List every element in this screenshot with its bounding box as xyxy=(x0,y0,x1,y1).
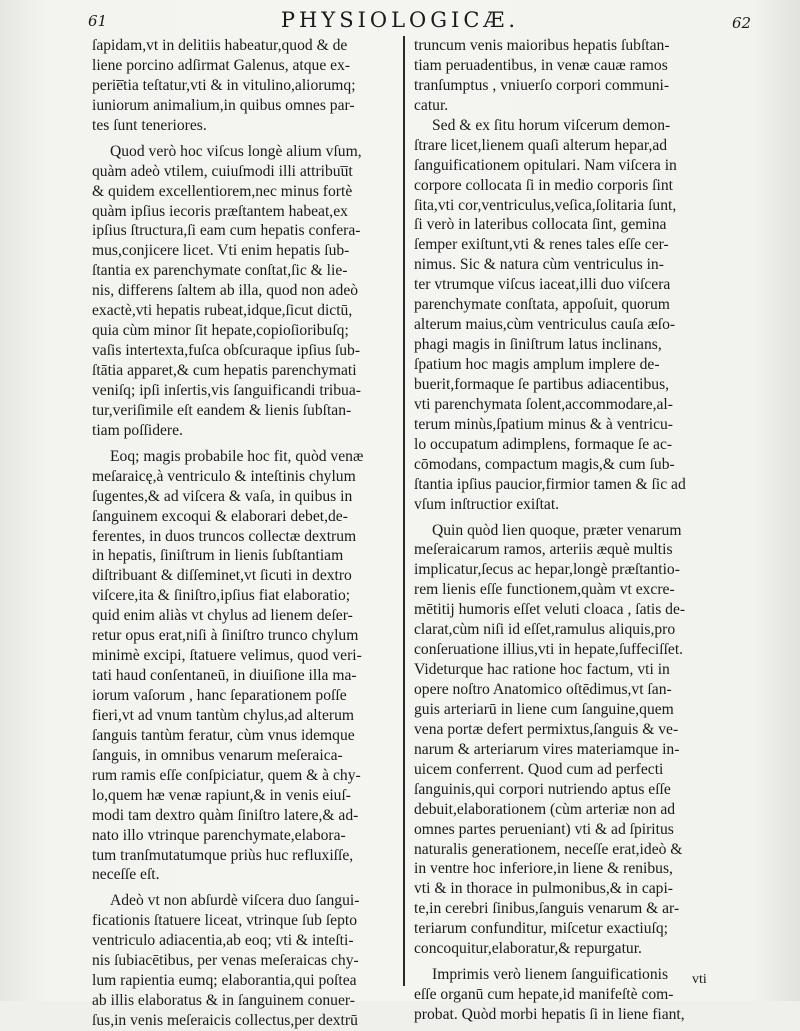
text-line: quid enim aliàs vt chylus ad lienem deſer- xyxy=(92,607,353,625)
text-line: quàm ipſius iecoris præſtantem habeat,ex xyxy=(92,202,348,220)
text-line: meſeraicarum ramos, arteriis æquè multis xyxy=(414,541,673,559)
text-line: rum ramis eſſe conſpiciatur, quem & à chy- xyxy=(92,766,361,784)
text-line: & quidem excellentiorem,nec minus fortè xyxy=(92,182,353,200)
text-line: liene porcino adſirmat Galenus, atque ex- xyxy=(92,56,351,74)
text-line: in hepatis, ſiniſtrum in lienis ſubſtantiam xyxy=(92,547,344,565)
page-header xyxy=(0,0,800,34)
text-line: guis arteriarū in liene cum ſanguine,quem xyxy=(414,700,674,718)
text-line: Quod verò hoc viſcus longè alium vſum, xyxy=(110,142,362,160)
text-line: vſum inſtructior exiſtat. xyxy=(414,495,560,513)
text-line: tes ſunt teneriores. xyxy=(92,116,207,134)
text-line: Sed & ex ſitu horum viſcerum demon- xyxy=(432,116,671,134)
text-line: opere noſtro Anatomico oſtēdimus,vt ſan- xyxy=(414,681,672,698)
text-line: Imprimis verò lienem ſanguificationis xyxy=(432,966,669,984)
text-line: ſanguificationem opitulari. Nam viſcera in xyxy=(414,156,677,174)
text-line: quia cùm minor ſit hepate,copioſioribuſq; xyxy=(92,322,349,340)
text-line: omnes partes perueniant) vti & ad ſpiritus xyxy=(414,820,674,838)
text-line: ſugentes,& ad viſcera & vaſa, in quibus in xyxy=(92,487,353,505)
text-line: ipſius ſtructura,ſi eam cum hepatis confera- xyxy=(92,222,361,240)
text-line: vti parenchymata ſolent,accommodare,al- xyxy=(414,395,673,413)
text-line: perie̅tia teſtatur,vti & in vitulino,aliorumq; xyxy=(92,76,356,94)
text-line: ſtātia apparet,& cum hepatis parenchymati xyxy=(92,362,357,379)
text-line: Adeò vt non abſurdè viſcera duo ſangui- xyxy=(110,892,360,910)
text-line: rem lienis eſſe functionem,quàm vt excre- xyxy=(414,581,675,599)
text-line: viſcere,ita & ſiniſtro,ipſius fiat elaboratio; xyxy=(92,587,351,605)
page-number-right: 62 xyxy=(732,14,752,32)
text-line: te,in cerebri ſinibus,ſanguis venarum & ar- xyxy=(414,900,680,918)
text-line: vaſis intertexta,fuſca obſcuraque ipſius ſub- xyxy=(92,342,361,360)
text-line: lo occupatum adimplens, formaque ſe ac- xyxy=(414,435,673,453)
text-line: ſita,vti cor,ventriculus,veſica,ſolitaria ſunt, xyxy=(414,196,677,214)
text-line: buerit,formaque ſe partibus adiacentibus, xyxy=(414,375,670,393)
text-line: diſtribuant & diſſeminet,vt ſicuti in dextro xyxy=(92,567,352,585)
text-line: ferentes, in duos truncos collectæ dextrum xyxy=(92,527,357,545)
text-line: teriarum confunditur, miſcetur exactiuſq; xyxy=(414,920,668,938)
text-line: corpore collocata ſi in medio corporis ſint xyxy=(414,176,673,194)
text-line: ſpatium hoc magis amplum implere de- xyxy=(414,356,660,373)
text-line: cōmodans, compactum magis,& cum ſub- xyxy=(414,455,675,473)
text-line: meſaraicę,à ventriculo & inteſtinis chylum xyxy=(92,467,356,485)
text-line: ſi verò in lateribus collocata ſint, gemina xyxy=(414,216,667,234)
text-line: tiam peruadentibus, in venæ cauæ ramos xyxy=(414,56,668,74)
text-line: phagi magis in ſiniſtrum latus inclinans, xyxy=(414,336,662,354)
left-column xyxy=(92,36,396,1031)
column-divider xyxy=(403,36,405,986)
text-line: implicatur,ſecus ac hepar,longè præſtantio- xyxy=(414,561,680,579)
text-line: eſſe organū cum hepate,id manifeſtè com- xyxy=(414,986,674,1004)
text-line: parenchymate conſtata, appoſuit, quorum xyxy=(414,296,670,314)
text-line: tati haud conſentaneū, in diuiſione illa ma- xyxy=(92,667,357,685)
text-line: uicem conferrent. Quod cum ad perfecti xyxy=(414,760,664,778)
text-line: catur. xyxy=(414,96,449,114)
text-line: ſanguis tantùm feratur, cùm vnus idemque xyxy=(92,726,355,744)
text-line: conſeruatione illius,vti in hepate,ſuffeciſſet. xyxy=(414,641,684,659)
text-line: Videturque hac ratione hoc factum, vti in xyxy=(414,661,670,679)
text-line: mus,conjicere licet. Vti enim hepatis ſub- xyxy=(92,242,350,260)
text-line: fieri,vt ad vnum tantùm chylus,ad alterum xyxy=(92,706,354,724)
text-line: exactè,vti hepatis rubeat,idque,ſicut dictū, xyxy=(92,302,353,320)
text-line: iorum vaſorum , hanc ſeparationem poſſe xyxy=(92,687,347,704)
text-line: ſanguis, in omnibus venarum meſeraica- xyxy=(92,746,343,764)
text-line: in ventre hoc inferiore,in liene & renibus, xyxy=(414,860,673,878)
text-line: nis, differens ſaltem ab illa, quod non adeò xyxy=(92,282,359,300)
text-line: retur opus erat,niſi à ſiniſtro trunco chylum xyxy=(92,627,359,645)
text-line: tur,veriſimile eſt eandem & lienis ſubſtan- xyxy=(92,401,352,419)
text-line: ſtantia ex parenchymate conſtat,ſic & lie- xyxy=(92,262,348,280)
text-line: lo,quem hæ venæ rapiunt,& in venis eiuſ- xyxy=(92,786,351,804)
text-line: mētitij humoris eſſet veluti cloaca , ſatis de- xyxy=(414,601,686,619)
text-line: ab illis elaboratus & in ſanguinem conuer- xyxy=(92,992,355,1010)
text-line: concoquitur,elaboratur,& repurgatur. xyxy=(414,940,642,958)
text-line: alterum maius,cùm ventriculus cauſa æſo- xyxy=(414,316,676,334)
text-line: ſus,in venis meſeraicis collectus,per dextrū xyxy=(92,1012,358,1029)
text-line: veniſq; ipſi inſertis,vis ſanguificandi tribua- xyxy=(92,381,361,399)
text-line: ter vtrumque viſcus iaceat,illi duo viſcera xyxy=(414,276,671,294)
text-line: neceſſe eſt. xyxy=(92,866,160,884)
text-line: ficationis ſtatuere liceat, vtrinque ſub ſepto xyxy=(92,912,358,930)
text-line: debuit,elaborationem (cùm arteriæ non ad xyxy=(414,800,676,818)
text-line: probat. Quòd morbi hepatis ſi in liene fiant, xyxy=(414,1006,685,1023)
text-line: ſanguinis,qui corpori nutriendo aptus eſſe xyxy=(414,780,671,798)
text-line: ſemper exiſtunt,vti & renes tales eſſe cer- xyxy=(414,236,669,254)
text-line: vena portæ defert permixtus,ſanguis & ve- xyxy=(414,720,679,738)
text-line: vti & in thorace in pulmonibus,& in capi- xyxy=(414,880,673,898)
text-line: tiam poſſidere. xyxy=(92,421,183,439)
catchword: vti xyxy=(692,972,707,987)
running-head: PHYSIOLOGICÆ. xyxy=(280,8,520,32)
text-line: tranſumptus , vniuerſo corpori communi- xyxy=(414,76,670,94)
text-line: iuniorum animalium,in quibus omnes par- xyxy=(92,96,355,114)
text-line: ſtrare licet,lienem quaſi alterum hepar,ad xyxy=(414,136,668,154)
text-line: nis ſubiacētibus, per venas meſeraicas chy- xyxy=(92,952,359,970)
text-line: nato illo vtrinque parenchymate,elabora- xyxy=(92,826,346,844)
text-line: quàm adeò vtilem, cuiuſmodi illi attribuu̅t xyxy=(92,162,353,180)
right-column xyxy=(414,36,726,1025)
text-line: ſapidam,vt in delitiis habeatur,quod & de xyxy=(92,37,348,54)
text-line: tum tranſmutatumque priùs huc refluxiſſe, xyxy=(92,846,354,864)
text-line: nimus. Sic & natura cùm ventriculus in- xyxy=(414,256,664,274)
text-line: naturalis generationem, neceſſe erat,ideò & xyxy=(414,840,683,858)
text-line: clarat,cùm niſi id eſſet,ramulus aliquis,pro xyxy=(414,621,676,639)
text-line: minimè excipi, ſtatuere velimus, quod veri- xyxy=(92,647,362,665)
text-line: ſtantia ipſius paucior,firmior tamen & ſic ad xyxy=(414,475,686,493)
text-line: ſanguinem excoqui & elaborari debet,de- xyxy=(92,507,348,525)
text-line: Quin quòd lien quoque, præter venarum xyxy=(432,521,682,539)
text-line: Eoq; magis probabile hoc fit, quòd venæ xyxy=(110,447,364,465)
text-line: narum & arteriarum vires materiamque in- xyxy=(414,740,680,758)
page-number-left: 61 xyxy=(88,12,108,30)
text-line: lum rapientia eumq; elaborantia,qui poſtea xyxy=(92,972,357,990)
text-line: truncum venis maioribus hepatis ſubſtan- xyxy=(414,37,670,54)
text-line: terum minùs,ſpatium minus & à ventricu- xyxy=(414,415,673,433)
text-line: modi tam dextro quàm ſiniſtro latere,& ad- xyxy=(92,806,359,824)
text-line: ventriculo adiacentia,ab eoq; vti & inteſti- xyxy=(92,932,354,950)
